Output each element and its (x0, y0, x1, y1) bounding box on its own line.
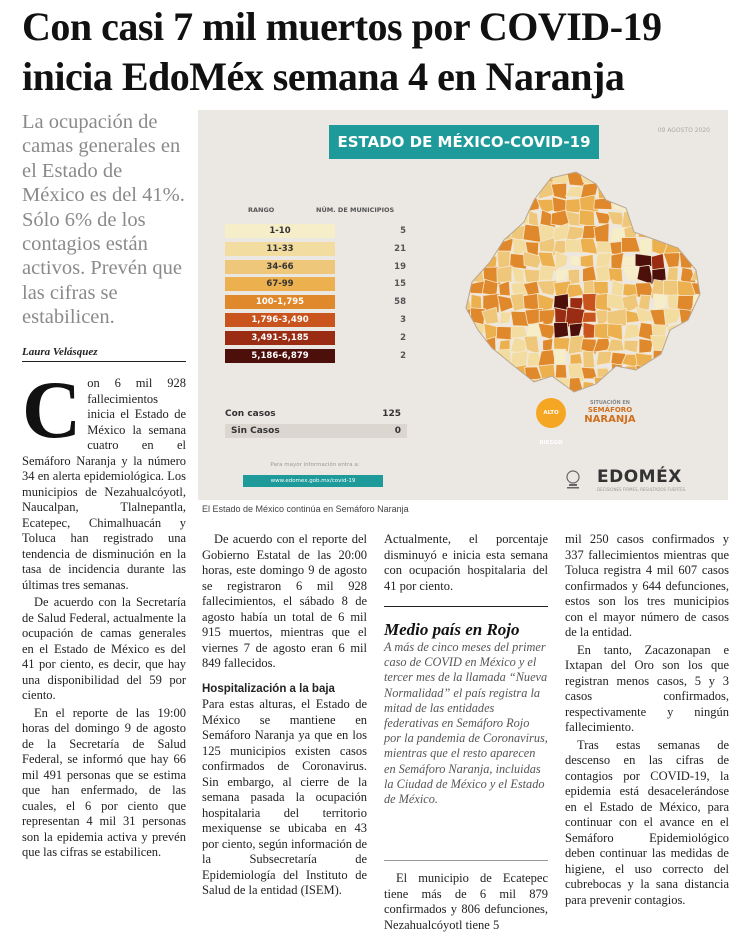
municipality-cell (624, 340, 638, 352)
municipality-cell (456, 226, 470, 240)
col4-paragraph-3: Tras estas semanas de descenso en las cifras de contagios por COVID-19, la epidemia está desacelerándose en el Estado de México, para continuar con el avance en el Semáforo Epidemiológico deben continuar las medidas de higiene, el uso correcto del cubrebocas y la sana distancia para prevenir contagios. (565, 737, 729, 907)
municipality-cell (707, 323, 725, 340)
municipality-cell (653, 350, 667, 367)
municipality-cell (706, 227, 724, 240)
municipality-cell (625, 182, 638, 201)
municipality-cell (607, 339, 624, 352)
municipality-cell (511, 379, 529, 394)
municipality-cell (706, 353, 721, 368)
municipality-cell (695, 198, 710, 214)
municipality-cell (639, 238, 652, 256)
con-casos-label: Con casos (225, 409, 276, 419)
sidebar-body: A más de cinco meses del primer caso de COVID en México y el tercer mes de la llamada “Nueva Normalidad” el país registra la mitad de las entidades federativas en Semáforo Rojo por la pandemia de Coronavirus, mientras que el resto aparecen en Semáforo Naranja, incluidas la Ciudad de México y el Estado de México. (384, 640, 548, 807)
municipality-cell (622, 196, 639, 212)
municipality-cell (553, 349, 566, 364)
sidebar-bottom-rule (384, 860, 548, 861)
municipality-cell (579, 210, 595, 227)
municipality-cell (709, 391, 724, 400)
municipality-cell (500, 312, 512, 324)
legend-count-4: 15 (394, 279, 406, 290)
municipality-cell (705, 295, 723, 312)
municipality-cell (468, 267, 484, 283)
municipality-cell (721, 265, 726, 283)
col2-paragraph-2: Para estas alturas, el Estado de México se mantiene en Semáforo Naranja ya que en los 125 municipios existen casos confirmados de Coronavirus. Sin embargo, al cierre de la semana pasada la ocupación hospitalaria del territorio mexiquense se ubicaba en 43 por ciento, según información de la Subsecretaría de Epidemiología del Instituto de Salud de la entidad (ISEM). (202, 697, 367, 897)
municipality-cell (664, 350, 680, 364)
legend-range-6: 1,796-3,490 (225, 313, 335, 327)
municipality-cell (706, 267, 724, 283)
municipality-cell (624, 382, 640, 397)
semaforo-line-1: SITUACIÓN EN (590, 400, 630, 406)
municipality-cell (456, 377, 470, 394)
municipality-cell (470, 181, 486, 199)
municipality-cell (456, 309, 471, 325)
municipality-cell (594, 377, 613, 396)
municipality-cell (537, 280, 557, 295)
municipality-cell (650, 211, 668, 225)
municipality-cell (720, 185, 726, 196)
municipality-cell (677, 181, 695, 197)
municipality-cell (663, 253, 680, 268)
municipality-cell (638, 170, 650, 183)
legend-range-4: 67-99 (225, 277, 335, 291)
municipality-cell (665, 182, 680, 198)
municipality-cell (692, 213, 707, 226)
municipality-cell (457, 364, 471, 382)
municipality-cell (706, 282, 724, 299)
sin-casos-label: Sin Casos (231, 426, 280, 436)
municipality-cell (636, 365, 651, 380)
municipality-cell (692, 321, 705, 340)
municipality-cell (691, 308, 709, 322)
municipality-cell (482, 170, 501, 187)
municipality-cell (639, 339, 653, 353)
municipality-cell (607, 309, 627, 326)
municipality-cell (640, 378, 653, 392)
municipality-cell (677, 170, 692, 186)
municipality-cell (705, 238, 719, 255)
municipality-cell (665, 363, 682, 377)
municipality-cell (636, 184, 651, 197)
municipality-cell (621, 172, 636, 181)
municipality-cell (693, 293, 711, 312)
government-seal-icon (562, 468, 584, 490)
municipality-cell (719, 335, 726, 354)
municipality-cell (551, 378, 570, 394)
municipality-cell (706, 170, 725, 187)
infographic-caption: El Estado de México continúa en Semáforo Naranja (202, 504, 409, 514)
legend-count-5: 58 (394, 297, 406, 308)
municipality-cell (651, 254, 665, 271)
municipality-cell (481, 224, 497, 241)
legend-range-8: 5,186-6,879 (225, 349, 335, 363)
semaforo-line-3: NARANJA (584, 414, 636, 425)
municipality-cell (692, 350, 709, 365)
municipality-cell (514, 199, 525, 212)
municipality-cell (621, 237, 640, 252)
infographic-url: www.edomex.gob.mx/covid-19 (243, 475, 383, 487)
legend-count-6: 3 (400, 315, 406, 325)
municipality-cell (496, 363, 514, 381)
municipality-cell (456, 268, 472, 283)
municipality-cell (608, 170, 626, 185)
municipality-cell (583, 351, 595, 368)
municipality-cell (664, 199, 679, 211)
municipality-cell (554, 322, 569, 338)
legend-count-3: 19 (394, 261, 406, 272)
sin-casos-value: 0 (394, 426, 401, 436)
municipality-cell (651, 185, 668, 196)
municipality-cell (720, 392, 726, 400)
municipality-cell (523, 396, 541, 400)
municipality-cell (609, 379, 623, 393)
municipality-cell (509, 170, 525, 187)
municipality-cell (664, 170, 682, 184)
municipality-cell (457, 336, 469, 355)
municipality-cell (708, 199, 725, 212)
municipality-cell (678, 352, 696, 369)
municipality-cell (666, 213, 681, 228)
municipality-cell (470, 337, 487, 354)
municipality-cell (624, 325, 641, 340)
municipality-cell (719, 225, 726, 240)
municipality-cell (510, 182, 529, 198)
municipality-cell (456, 240, 468, 255)
municipality-cell (468, 196, 483, 211)
col1-paragraph-3: En el reporte de las 19:00 horas del domingo 9 de agosto de la Secretaría de Salud Federal, se informó que hay 66 mil 491 personas que se estima que han enfermado, de las cuales, el 6 por ciento que representan 4 mil 31 personas son la epidemia activa y prevén que las cifras se estabilicen. (22, 705, 186, 859)
infographic-title: ESTADO DE MÉXICO-COVID-19 (329, 125, 599, 159)
municipality-cell (596, 253, 611, 267)
drop-cap: C (22, 364, 82, 455)
legend-header-range: RANGO (248, 206, 275, 214)
municipality-cell (710, 380, 724, 396)
municipality-cell (468, 239, 482, 253)
legend-count-7: 2 (400, 332, 406, 343)
municipality-cell (497, 266, 512, 282)
municipality-cell (707, 364, 722, 383)
municipality-cell (724, 379, 726, 397)
municipality-cell (609, 182, 624, 200)
municipality-cell (456, 394, 469, 400)
municipality-cell (569, 323, 582, 337)
municipality-cell (721, 170, 726, 185)
municipality-cell (720, 196, 726, 210)
con-casos-row (225, 407, 407, 421)
municipality-cell (638, 223, 654, 237)
municipality-cell (694, 377, 705, 393)
deck: La ocupación de camas generales en el Estado de México es del 41%. Sólo 6% de los contagios están activos. Prevén que las cifras se estabilicen. (22, 111, 185, 329)
municipality-cell (723, 241, 726, 255)
byline-rule (22, 361, 186, 362)
municipality-cell (708, 183, 722, 197)
municipality-cell (664, 378, 682, 396)
municipality-cell (721, 252, 726, 268)
municipality-cell (570, 256, 580, 266)
municipality-cell (640, 213, 655, 224)
municipality-cell (456, 170, 470, 186)
infographic-date: 09 AGOSTO 2020 (657, 127, 710, 134)
municipality-cell (598, 185, 609, 200)
municipality-cell (653, 223, 668, 239)
municipality-cell (650, 197, 667, 214)
municipality-cell (485, 393, 500, 400)
municipality-cell (679, 252, 693, 268)
municipality-cell (469, 351, 487, 369)
municipality-cell (609, 392, 626, 400)
legend-range-3: 34-66 (225, 260, 335, 274)
municipality-cell (527, 170, 539, 186)
municipality-cell (471, 394, 484, 400)
municipality-cell (468, 170, 485, 185)
semaforo-line-2: SEMÁFORO (587, 406, 633, 414)
headline (22, 2, 737, 102)
municipality-cell (608, 268, 622, 282)
con-casos-value: 125 (382, 409, 401, 419)
semaforo-naranja-label (570, 400, 650, 425)
municipality-cell (482, 352, 500, 367)
municipality-cell (638, 295, 650, 310)
legend-count-2: 21 (394, 243, 406, 254)
infographic-footer-text: Para mayor información entra a: (270, 462, 360, 468)
municipality-cell (722, 322, 726, 340)
municipality-cell (678, 377, 693, 396)
municipality-cell (456, 293, 472, 311)
municipality-cell (708, 215, 724, 228)
municipality-cell (691, 394, 708, 400)
municipality-cell (469, 224, 485, 240)
col1-paragraph-2: De acuerdo con la Secretaría de Salud Federal, actualmente la ocupación de camas generales en el Estado de México es del 41 por ciento, es decir, que hay una disponibilidad del 59 por ciento. (22, 595, 186, 702)
municipality-cell (496, 170, 512, 184)
municipality-cell (682, 366, 696, 379)
municipality-cell (720, 280, 726, 298)
municipality-cell (721, 366, 726, 383)
subhead-hospitalizacion: Hospitalización a la baja (202, 682, 335, 695)
municipality-cell (470, 209, 487, 226)
municipality-cell (651, 335, 669, 352)
edomex-logo: EDOMÉX (597, 467, 682, 487)
municipality-cell (555, 251, 568, 269)
municipality-cell (719, 295, 726, 309)
sidebar-top-rule (384, 606, 548, 607)
municipality-cell (500, 211, 515, 228)
municipality-cell (693, 225, 711, 242)
sin-casos-row (225, 424, 407, 438)
municipality-cell (695, 182, 710, 200)
col4-paragraph-2: En tanto, Zacazonapan e Ixtapan del Oro son los que registran menos casos, 5 y 3 casos confirmados, respectivamente y ningún fallecimiento. (565, 642, 729, 734)
municipality-cell (594, 197, 612, 209)
col3-paragraph-1: Actualmente, el porcentaje disminuyó e inicia esta semana con ocupación hospitalaria del 41 por ciento. (384, 532, 548, 593)
sidebar-title: Medio país en Rojo (384, 620, 520, 639)
covid-infographic (198, 110, 728, 500)
municipality-cell (707, 336, 724, 354)
legend-header-count: NÚM. DE MUNICIPIOS (316, 206, 395, 214)
municipality-cell (719, 350, 726, 367)
sidebar-box (384, 620, 548, 807)
col3-paragraph-2: El municipio de Ecatepec tiene más de 6 mil 879 confirmados y 806 defunciones, Nezahualcóyotl tiene 5 (384, 871, 548, 932)
alto-riesgo-badge: ALTO RIESGO (536, 398, 566, 428)
municipality-cell (651, 380, 666, 397)
headline-line-2: inicia EdoMéx semana 4 en Naranja (22, 54, 625, 99)
municipality-cell (484, 198, 501, 213)
municipality-cell (470, 380, 485, 392)
municipality-cell (677, 336, 696, 355)
byline: Laura Velásquez (22, 346, 98, 358)
col4-paragraph-1: mil 250 casos confirmados y 337 fallecimientos mientras que Toluca registra 4 mil 607 casos confirmados y 644 defunciones, estos son los tres municipios con el mayor número de casos de la entidad. (565, 532, 729, 639)
municipality-cell (708, 308, 724, 326)
municipality-cell (637, 265, 654, 284)
municipality-cell (681, 324, 695, 339)
headline-line-1: Con casi 7 mil muertos por COVID-19 (22, 4, 662, 49)
municipality-cell (650, 170, 667, 182)
municipality-cell (666, 225, 682, 243)
municipality-cell (471, 251, 486, 268)
municipality-cell (719, 212, 726, 229)
municipality-cell (650, 363, 668, 381)
article-column-2 (202, 532, 367, 901)
municipality-cell (497, 182, 513, 198)
municipality-cell (495, 395, 510, 400)
article-column-3-bottom (384, 871, 548, 935)
municipality-cell (636, 392, 653, 400)
municipality-cell (483, 365, 498, 380)
municipality-cell (691, 269, 709, 281)
col2-paragraph-1: De acuerdo con el reporte del Gobierno Estatal de las 20:00 horas, este domingo 9 de agosto se registraron 6 mil 928 fallecimientos, el sábado 8 de agosto había un total de 6 mil 915 muertos, mientras que el viernes 7 de agosto eran 6 mil 849 fallecidos. (202, 532, 367, 670)
municipality-cell (456, 210, 471, 227)
legend-count-1: 5 (400, 226, 406, 236)
municipality-cell (456, 326, 472, 340)
municipality-cell (481, 378, 500, 396)
legend-range-1: 1-10 (225, 224, 335, 238)
municipality-cell (582, 312, 596, 322)
municipality-cell (485, 182, 497, 198)
article-column-1 (22, 364, 186, 863)
municipality-cell (682, 238, 697, 256)
article-column-3 (384, 532, 548, 596)
municipality-cell (678, 393, 695, 400)
municipality-map (456, 170, 726, 400)
legend-range-5: 100-1,795 (225, 295, 335, 309)
municipality-cell (456, 197, 470, 215)
municipality-cell (456, 181, 473, 199)
article-column-4 (565, 532, 729, 910)
municipality-cell (691, 239, 709, 256)
legend-count-8: 2 (400, 350, 406, 361)
municipality-cell (456, 252, 471, 270)
municipality-cell (707, 253, 722, 269)
municipality-cell (682, 195, 696, 215)
legend-range-2: 11-33 (225, 242, 335, 256)
municipality-cell (678, 223, 693, 241)
municipality-cell (511, 393, 526, 400)
municipality-cell (596, 351, 611, 365)
municipality-cell (539, 266, 555, 281)
municipality-cell (650, 395, 667, 400)
municipality-cell (693, 337, 710, 355)
legend-range-7: 3,491-5,185 (225, 331, 335, 345)
municipality-cell (512, 267, 524, 283)
municipality-cell (722, 308, 726, 323)
municipality-cell (694, 365, 708, 381)
municipality-cell (692, 253, 707, 270)
municipality-cell (498, 380, 515, 393)
municipality-cell (693, 170, 709, 184)
municipality-cell (485, 212, 497, 227)
municipality-cell (472, 364, 486, 382)
edomex-tagline: DECISIONES FIRMES, RESULTADOS FUERTES. (597, 487, 687, 492)
municipality-cell (678, 210, 696, 228)
municipality-cell (638, 199, 653, 214)
col1-paragraph-1: on 6 mil 928 fallecimientos inicia el Estado de México la semana cuatro en el Semáforo Naranja y la número 34 en alerta epidemiológica. Los municipios de Nezahualcóyotl, Naucalpan, Tlalnepantla, Ecatepec, Chimalhuacán y Toluca han registrado una tendencia de disminución en la tasa de incidencia durante las últimas tres semanas. (22, 376, 186, 592)
municipality-cell (456, 350, 468, 366)
municipality-cell (496, 327, 512, 340)
municipality-cell (497, 198, 515, 212)
municipality-cell (622, 211, 640, 227)
municipality-cell (668, 393, 678, 400)
